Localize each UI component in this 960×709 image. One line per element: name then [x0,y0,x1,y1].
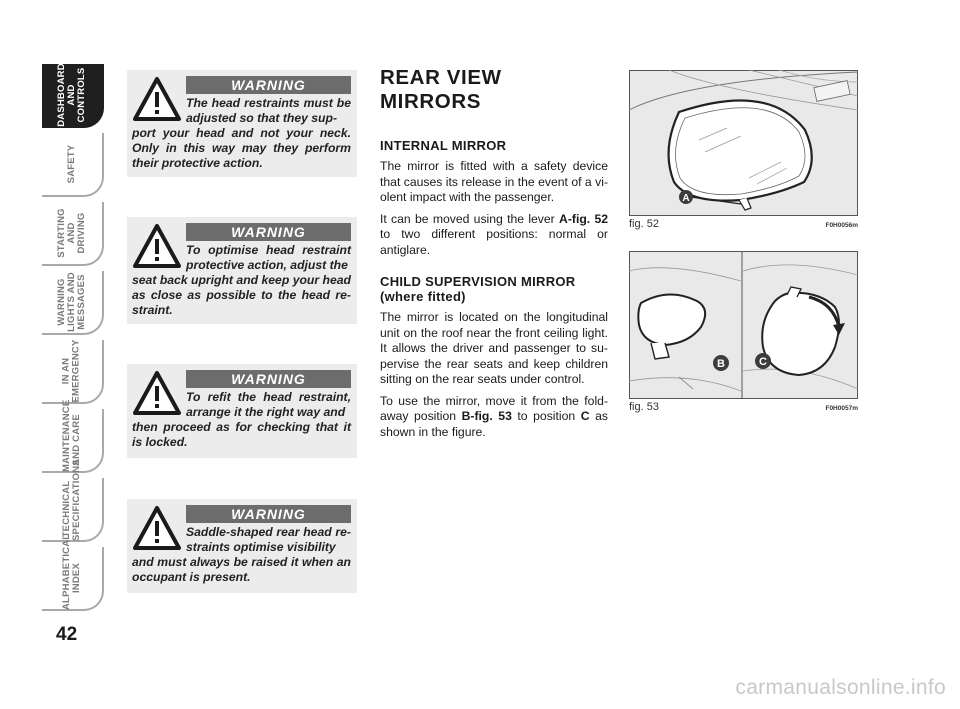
tab-technical-specifications[interactable] [42,459,104,542]
warning-text: To refit the head restraint, arrange it the right way and then proceed as for checking that it is locked. [132,390,351,449]
warning-triangle-icon [132,223,182,269]
main-text-column [380,66,608,446]
page-title: REAR VIEW MIRRORS [380,66,502,113]
warning-text: Saddle-shaped rear head re-straints optimise visibility and must always be raised it when an occupant is present. [132,525,351,584]
tab-label: TECHNICAL SPECIFICATIONS [61,459,82,541]
warning-text: To optimise head restraint protective action, adjust the seat back upright and keep your head as close as possible to the head re-straint. [132,243,351,317]
warning-box [127,499,357,593]
label-c: C [759,356,767,368]
warning-box [127,364,357,458]
tab-label: MAINTENANCE AND CARE [61,399,82,472]
page-number: 42 [56,624,78,645]
label-a: A [682,193,690,204]
chapter-tabs [42,64,104,616]
warning-title: WARNING [186,76,351,94]
tab-label: DASHBOARD AND CONTROLS [56,63,87,127]
figure-code: F0H0056m [825,222,858,229]
internal-mirror-illustration [629,70,858,216]
section-heading: CHILD SUPERVISION MIRROR [380,274,576,289]
tab-in-an-emergency[interactable] [42,340,104,404]
tab-label: IN AN EMERGENCY [61,339,82,403]
figure-reference[interactable]: A-fig. 52 [559,211,609,226]
child-supervision-mirror-illustration [629,251,858,399]
warning-title: WARNING [186,370,351,388]
tab-label: SAFETY [66,144,77,184]
paragraph: The mirror is fitted with a safety device that causes its release in the event of a vi-olent impact with the passenger. [380,159,608,204]
tab-safety[interactable] [42,133,104,197]
paragraph: The mirror is located on the longitudinal unit on the roof near the front ceiling light. It allows the driver and passenger to su-pervise the rear seats and keep children sitting on the rear seats under control. [380,310,608,386]
figure-caption: fig. 52 [629,218,659,230]
tab-warning-lights[interactable] [42,271,104,335]
tab-dashboard-and-controls[interactable] [42,64,104,128]
tab-label: ALPHABETICAL INDEX [61,533,82,610]
warning-box [127,217,357,324]
warning-triangle-icon [132,370,182,416]
watermark: carmanualsonline.info [735,676,946,699]
figure-52 [629,70,858,230]
tab-label: WARNING LIGHTS AND MESSAGES [56,272,87,332]
warning-triangle-icon [132,505,182,551]
section-heading: INTERNAL MIRROR [380,138,507,153]
warning-triangle-icon [132,76,182,122]
paragraph: To use the mirror, move it from the fold-away position B-fig. 53 to position C as shown in the figure. [380,393,608,439]
warning-title: WARNING [186,223,351,241]
tab-starting-and-driving[interactable] [42,202,104,266]
paragraph: It can be moved using the lever A-fig. 52 to two different positions: normal or antiglare. [380,211,609,257]
section-subheading: (where fitted) [380,289,466,304]
warning-text: The head restraints must be adjusted so that they sup- port your head and not your neck. Only in this way may they perform their protective action. [132,96,351,170]
figure-53 [629,251,858,413]
figure-code: F0H0057m [825,405,858,412]
label-b: B [717,358,725,370]
figure-reference[interactable]: B-fig. 53 [461,409,512,423]
tab-label: STARTING AND DRIVING [56,208,87,258]
tab-alphabetical-index[interactable] [42,533,104,611]
figure-caption: fig. 53 [629,401,659,413]
warning-box [127,70,357,177]
warning-title: WARNING [186,505,351,523]
